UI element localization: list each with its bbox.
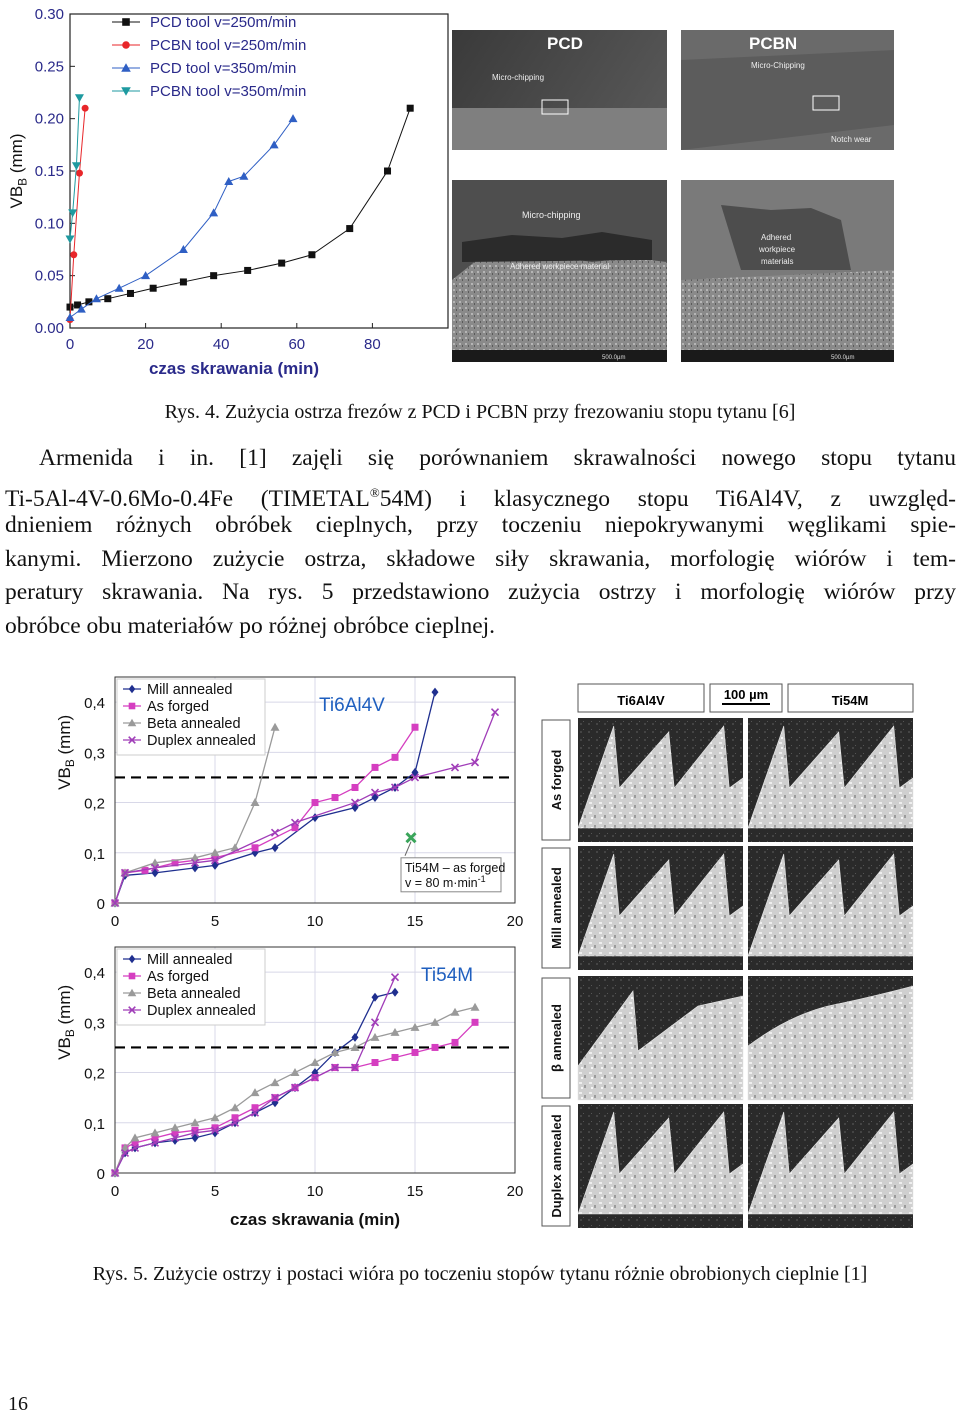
label-adhered-1: Adhered workpiece material bbox=[510, 262, 610, 271]
data-point bbox=[332, 794, 339, 801]
data-point bbox=[291, 1068, 300, 1076]
legend-label: PCBN tool v=350m/min bbox=[150, 83, 307, 100]
data-point bbox=[67, 304, 74, 311]
data-point bbox=[251, 1088, 260, 1096]
paragraph-line-1: Armenida i in. [1] zajęli się porównaniem skrawalności nowego stopu tytanu bbox=[39, 445, 956, 471]
x-tick-label: 20 bbox=[137, 336, 154, 353]
data-point bbox=[432, 1044, 439, 1051]
data-point bbox=[471, 1003, 480, 1011]
legend-marker bbox=[122, 41, 130, 49]
y-tick-label: 0.25 bbox=[34, 58, 64, 76]
data-point bbox=[141, 271, 150, 279]
data-point bbox=[452, 1039, 459, 1046]
y-axis-label bbox=[55, 715, 77, 790]
y-tick-label: 0.05 bbox=[34, 267, 64, 285]
micrograph-pcbn bbox=[681, 30, 894, 362]
legend-label: As forged bbox=[147, 969, 210, 985]
data-point bbox=[272, 843, 279, 852]
x-axis-label: czas skrawania (min) bbox=[148, 359, 320, 378]
x-axis-label: czas skrawania (min) bbox=[229, 1210, 401, 1229]
data-point bbox=[211, 1113, 220, 1121]
data-point bbox=[92, 294, 101, 302]
data-point bbox=[392, 974, 399, 981]
legend-label: Beta annealed bbox=[147, 716, 241, 732]
y-tick-label: 0,3 bbox=[84, 745, 105, 763]
data-point bbox=[412, 724, 419, 731]
scale-bar-2: 500.0µm bbox=[831, 355, 855, 361]
ylabel-main: VB bbox=[55, 767, 74, 790]
y-tick-label: 0.30 bbox=[34, 6, 64, 23]
series-line bbox=[115, 1022, 475, 1173]
ylabel-main: VB bbox=[7, 185, 26, 209]
y-tick-label: 0 bbox=[96, 896, 105, 913]
x-tick-label: 0 bbox=[110, 913, 120, 930]
data-point bbox=[492, 709, 499, 716]
paragraph-line-4: kanymi. Mierzono zużycie ostrza, składowe siły skrawania, morfologię wiórów i tem- bbox=[5, 545, 956, 572]
data-point bbox=[311, 1058, 320, 1066]
data-point bbox=[278, 260, 285, 267]
y-tick-label: 0,2 bbox=[84, 795, 105, 813]
legend-marker bbox=[129, 973, 136, 980]
data-point bbox=[392, 1054, 399, 1061]
wear-chart-ti6al4v bbox=[40, 665, 530, 945]
label-adhered-2b: workpiece bbox=[759, 245, 796, 254]
data-point bbox=[384, 168, 391, 175]
series-0 bbox=[67, 105, 414, 311]
ylabel-sub: B bbox=[63, 759, 78, 768]
body-paragraph bbox=[5, 442, 956, 644]
label-micro-chipping-2: Micro-Chipping bbox=[751, 61, 805, 70]
annotation-text: Ti54M – as forged bbox=[405, 860, 506, 875]
data-point bbox=[244, 267, 251, 274]
data-point bbox=[224, 177, 233, 185]
legend-marker bbox=[122, 18, 130, 26]
data-point bbox=[209, 208, 218, 216]
data-point bbox=[231, 1103, 240, 1111]
x-tick-label: 20 bbox=[506, 913, 524, 930]
legend-label: PCBN tool v=250m/min bbox=[150, 37, 307, 54]
y-tick-label: 0.10 bbox=[34, 215, 64, 233]
ylabel-unit: (mm) bbox=[7, 133, 26, 178]
wear-chart-ti54m bbox=[40, 935, 530, 1235]
label-pcd: PCD bbox=[547, 34, 583, 53]
data-point bbox=[82, 105, 89, 112]
ylabel-sub: B bbox=[63, 1029, 78, 1038]
x-tick-label: 0 bbox=[65, 336, 75, 353]
annotation-sup: -1 bbox=[477, 873, 486, 884]
x-tick-label: 15 bbox=[406, 1183, 424, 1200]
legend-marker bbox=[129, 703, 136, 710]
row-label: Mill annealed bbox=[549, 867, 564, 949]
data-point bbox=[66, 313, 75, 321]
figure-4-caption: Rys. 4. Zużycia ostrza frezów z PCD i PCBN przy frezowaniu stopu tytanu [6] bbox=[164, 401, 796, 423]
x-tick-label: 60 bbox=[288, 336, 306, 353]
legend bbox=[112, 14, 306, 100]
y-tick-label: 0.15 bbox=[34, 163, 64, 180]
x-tick-label: 10 bbox=[306, 1183, 324, 1200]
legend-label: Duplex annealed bbox=[147, 1003, 256, 1019]
data-point bbox=[372, 764, 379, 771]
data-point bbox=[392, 754, 399, 761]
paragraph-line-6: obróbce obu materiałów po różnej obróbce cieplnej. bbox=[5, 612, 496, 639]
ylabel-sub: B bbox=[15, 177, 30, 186]
annotation-text: v = 80 $m\cdot\min^{-1}$ bbox=[405, 873, 486, 890]
x-tick-label: 80 bbox=[364, 336, 381, 353]
legend bbox=[117, 949, 265, 1025]
y-axis-label bbox=[7, 134, 29, 209]
chart-title: Ti54M bbox=[421, 965, 474, 986]
header-ti54m: Ti54M bbox=[831, 693, 869, 708]
row-label: β annealed bbox=[549, 1004, 564, 1072]
data-point bbox=[352, 1033, 359, 1042]
paragraph-line-5: peratury skrawania. Na rys. 5 przedstawiono zużycia ostrzy i morfologię wiórów przy bbox=[5, 579, 956, 606]
y-tick-label: 0,4 bbox=[84, 965, 105, 983]
header-scale: 100 µm bbox=[723, 687, 769, 702]
legend-label: PCD tool v=250m/min bbox=[150, 14, 297, 31]
data-point bbox=[372, 993, 379, 1002]
data-point bbox=[392, 988, 399, 997]
data-point bbox=[150, 285, 157, 292]
label-notch-wear: Notch wear bbox=[831, 135, 872, 144]
label-micro-chipping-3: Micro-chipping bbox=[522, 210, 581, 220]
data-point bbox=[252, 844, 259, 851]
data-point bbox=[289, 114, 298, 122]
data-point bbox=[271, 723, 280, 731]
series-3 bbox=[66, 94, 84, 243]
chip-morphology-panel bbox=[538, 680, 918, 1230]
data-point bbox=[66, 236, 75, 244]
data-point bbox=[180, 278, 187, 285]
paragraph-line-2b: 54M) i klasycznego stopu Ti6Al4V, z uwzględ- bbox=[379, 485, 957, 512]
data-point bbox=[432, 688, 439, 697]
x-tick-label: 10 bbox=[306, 913, 324, 930]
series-2 bbox=[66, 114, 298, 321]
legend bbox=[117, 679, 265, 755]
y-tick-label: 0,1 bbox=[84, 1115, 105, 1133]
legend-label: PCD tool v=350m/min bbox=[150, 60, 297, 77]
data-point bbox=[115, 284, 124, 292]
legend-label: Duplex annealed bbox=[147, 733, 256, 749]
data-point bbox=[251, 798, 260, 806]
legend-label: As forged bbox=[147, 699, 210, 715]
data-point bbox=[308, 251, 315, 258]
series-1 bbox=[112, 1019, 479, 1177]
data-point bbox=[372, 1059, 379, 1066]
legend-label: Mill annealed bbox=[147, 682, 233, 698]
y-tick-label: 0.20 bbox=[34, 110, 64, 128]
label-adhered-2c: materials bbox=[761, 257, 794, 266]
y-axis-label bbox=[55, 985, 77, 1060]
x-tick-label: 15 bbox=[406, 913, 424, 930]
data-point bbox=[70, 251, 77, 258]
data-point bbox=[272, 829, 279, 836]
data-point bbox=[271, 1078, 280, 1086]
data-point bbox=[127, 290, 134, 297]
data-point bbox=[346, 225, 353, 232]
legend-label: Mill annealed bbox=[147, 952, 233, 968]
paragraph-line-2 bbox=[5, 476, 956, 510]
label-adhered-2a: Adhered bbox=[761, 233, 792, 242]
annotation-leader bbox=[405, 842, 411, 856]
series-line bbox=[70, 108, 410, 307]
data-point bbox=[210, 272, 217, 279]
y-tick-label: 0 bbox=[96, 1166, 105, 1183]
legend-label: Beta annealed bbox=[147, 986, 241, 1002]
data-point bbox=[76, 170, 83, 177]
data-point bbox=[407, 105, 414, 112]
ylabel-unit: (mm) bbox=[55, 714, 74, 760]
y-tick-label: 0,2 bbox=[84, 1065, 105, 1083]
y-tick-label: 0,1 bbox=[84, 845, 105, 863]
data-point bbox=[104, 295, 111, 302]
y-tick-label: 0,3 bbox=[84, 1015, 105, 1033]
scale-bar-1: 500.0µm bbox=[602, 355, 626, 361]
header-ti6al4v: Ti6Al4V bbox=[617, 693, 665, 708]
data-point bbox=[312, 799, 319, 806]
data-point bbox=[472, 1019, 479, 1026]
label-micro-chipping-1: Micro-chipping bbox=[492, 73, 545, 82]
x-tick-label: 0 bbox=[110, 1183, 120, 1200]
registered-mark: ® bbox=[369, 484, 380, 500]
label-pcbn: PCBN bbox=[749, 34, 798, 53]
data-point bbox=[75, 94, 84, 102]
data-point bbox=[270, 140, 279, 148]
row-label: As forged bbox=[549, 749, 564, 811]
y-tick-label: 0.00 bbox=[34, 320, 64, 337]
paragraph-line-3: dnieniem różnych obróbek cieplnych, przy toczeniu niepokrywanymi węglikami spie- bbox=[5, 512, 956, 539]
data-point bbox=[352, 784, 359, 791]
series-line bbox=[70, 119, 293, 318]
wear-chart-fig4 bbox=[0, 0, 450, 385]
ylabel-unit: (mm) bbox=[55, 984, 74, 1030]
x-tick-label: 40 bbox=[212, 336, 230, 353]
chart-title: Ti6Al4V bbox=[319, 695, 385, 716]
page-number: 16 bbox=[8, 1393, 28, 1415]
y-tick-label: 0,4 bbox=[84, 695, 105, 713]
x-tick-label: 5 bbox=[210, 913, 220, 930]
annotation-marker bbox=[407, 833, 416, 842]
ylabel-main: VB bbox=[55, 1037, 74, 1060]
data-point bbox=[412, 1049, 419, 1056]
figure-5-caption: Rys. 5. Zużycie ostrzy i postaci wióra po toczeniu stopów tytanu różnie obrobionych cieplnie [1] bbox=[92, 1263, 868, 1285]
paragraph-line-2a: Ti-5Al-4V-0.6Mo-0.4Fe (TIMETAL bbox=[5, 485, 370, 512]
x-tick-label: 5 bbox=[210, 1183, 220, 1200]
row-label: Duplex annealed bbox=[549, 1114, 564, 1218]
micrograph-pcd bbox=[452, 30, 667, 362]
x-tick-label: 20 bbox=[506, 1183, 524, 1200]
